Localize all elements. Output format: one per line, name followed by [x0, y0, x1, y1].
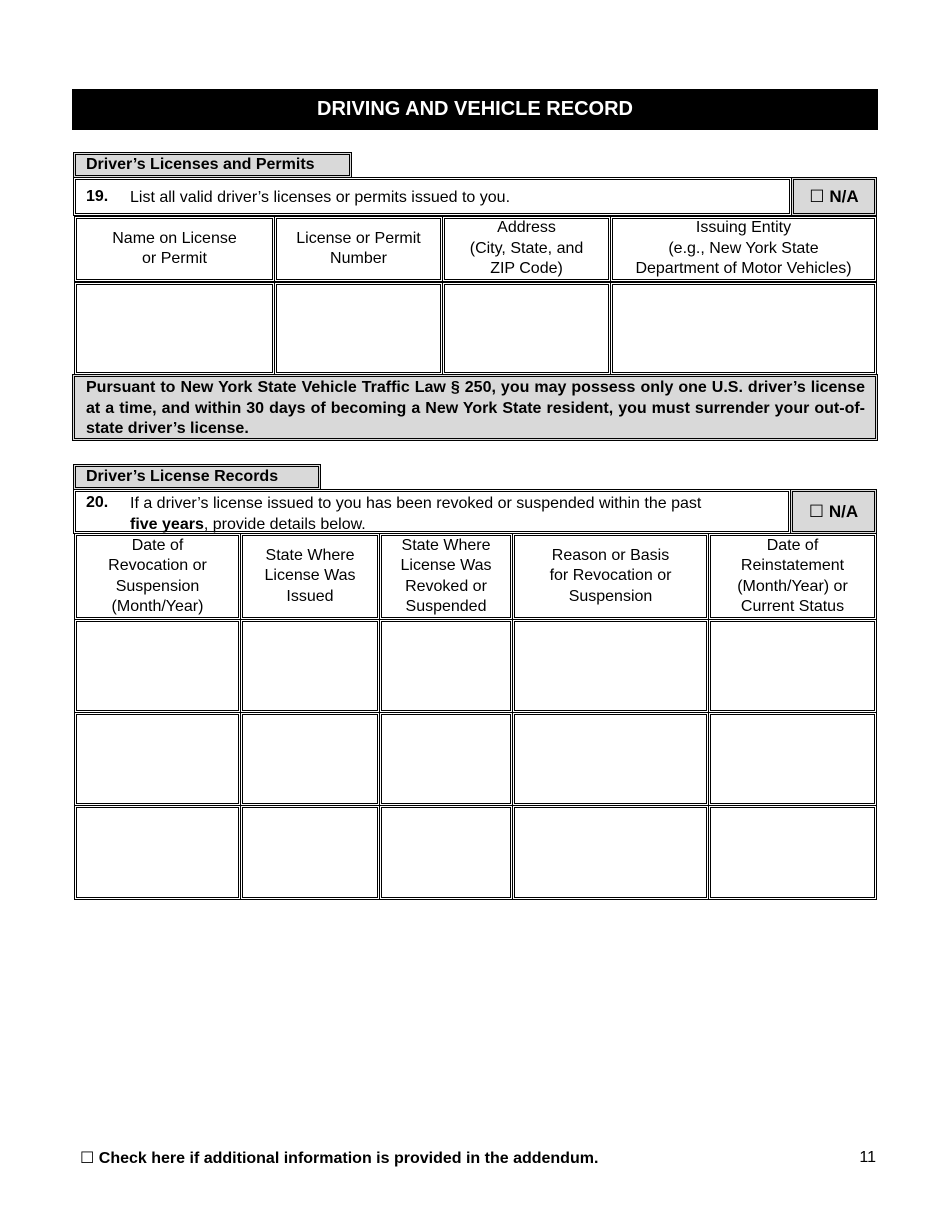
- column-header-label: Reason or Basis for Revocation or Suspension: [549, 546, 672, 605]
- revocation-date-input[interactable]: [74, 619, 241, 713]
- column-header-label: Date of Revocation or Suspension (Month/Year): [108, 536, 207, 615]
- column-header-label: Name on License or Permit: [112, 229, 237, 267]
- page-title: DRIVING AND VEHICLE RECORD: [72, 89, 878, 130]
- column-header-license-number: [274, 216, 443, 282]
- section-20-tab: Driver’s License Records: [73, 464, 321, 490]
- column-header-label: Issuing Entity (e.g., New York State Department of Motor Vehicles): [635, 219, 852, 278]
- column-header-reinstatement: [708, 533, 877, 620]
- reinstatement-status-input[interactable]: [708, 619, 877, 713]
- state-revoked-input[interactable]: [379, 712, 513, 806]
- license-address-input[interactable]: [442, 282, 611, 375]
- column-header-label: State Where License Was Revoked or Suspended: [400, 536, 492, 615]
- vehicle-traffic-law-note: [72, 374, 878, 441]
- revocation-date-input[interactable]: [74, 712, 241, 806]
- question-19-text: List all valid driver’s licenses or permits issued to you.: [130, 189, 511, 206]
- question-20-emphasis: five years: [130, 515, 204, 533]
- question-20-text-part2: , provide details below.: [203, 515, 366, 533]
- page-number: 11: [859, 1149, 876, 1166]
- column-header-state-revoked: [379, 533, 513, 620]
- question-20-row: [73, 489, 791, 534]
- state-revoked-input[interactable]: [379, 619, 513, 713]
- question-19-row: [73, 177, 792, 216]
- column-header-name-on-license: [74, 216, 275, 282]
- reinstatement-status-input[interactable]: [708, 712, 877, 806]
- column-header-state-issued: [240, 533, 380, 620]
- question-20-text-part1: If a driver’s license issued to you has been revoked or suspended within the past: [130, 495, 702, 512]
- column-header-issuing-entity: [610, 216, 877, 282]
- addendum-checkbox[interactable]: ☐ Check here if additional information is provided in the addendum.: [80, 1150, 599, 1167]
- issuing-entity-input[interactable]: [610, 282, 877, 375]
- state-issued-input[interactable]: [240, 619, 380, 713]
- column-header-reason: [512, 533, 709, 620]
- note-text: Pursuant to New York State Vehicle Traffic Law § 250, you may possess only one U.S. driver’s license at a time, and within 30 days of becoming a New York State resident, you must surrender your out-of-state driver’s license.: [86, 379, 865, 437]
- revocation-reason-input[interactable]: [512, 805, 709, 900]
- column-header-label: State Where License Was Issued: [264, 546, 356, 605]
- license-name-input[interactable]: [74, 282, 275, 375]
- reinstatement-status-input[interactable]: [708, 805, 877, 900]
- state-revoked-input[interactable]: [379, 805, 513, 900]
- question-20-na-checkbox[interactable]: ☐ N/A: [790, 489, 877, 534]
- column-header-label: Date of Reinstatement (Month/Year) or Current Status: [737, 536, 848, 615]
- revocation-reason-input[interactable]: [512, 619, 709, 713]
- section-19-tab: Driver’s Licenses and Permits: [73, 152, 352, 178]
- revocation-reason-input[interactable]: [512, 712, 709, 806]
- column-header-label: Address (City, State, and ZIP Code): [469, 219, 584, 278]
- column-header-revocation-date: [74, 533, 241, 620]
- column-header-address: [442, 216, 611, 282]
- question-19-na-checkbox[interactable]: ☐ N/A: [791, 177, 877, 216]
- question-20-text: [130, 494, 790, 535]
- column-header-label: License or Permit Number: [296, 229, 421, 267]
- question-19-number: 19.: [86, 188, 109, 205]
- question-20-number: 20.: [86, 494, 109, 511]
- state-issued-input[interactable]: [240, 805, 380, 900]
- license-number-input[interactable]: [274, 282, 443, 375]
- revocation-date-input[interactable]: [74, 805, 241, 900]
- state-issued-input[interactable]: [240, 712, 380, 806]
